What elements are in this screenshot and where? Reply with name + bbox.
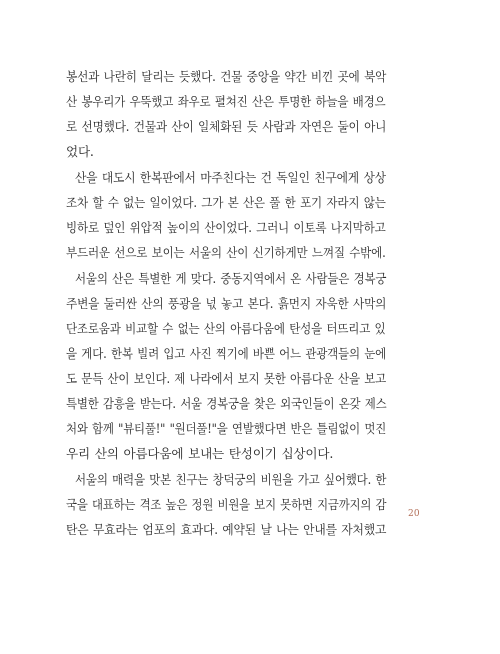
text-line: 처와 함께 "뷰티풀!" "원더풀!"을 연발했다면 반은 틀림없이 멋진 — [66, 421, 387, 436]
text-line: 을 게다. 한복 빌려 입고 사진 찍기에 바쁜 어느 관광객들의 눈에 — [66, 346, 387, 361]
text-line: 특별한 감흥을 받는다. 서울 경복궁을 찾은 외국인들이 온갖 제스 — [66, 396, 387, 411]
text-line: 봉선과 나란히 달리는 듯했다. 건물 중앙을 약간 비낀 곳에 북악 — [66, 69, 387, 84]
text-line: 산 봉우리가 우뚝했고 좌우로 펼쳐진 산은 투명한 하늘을 배경으 — [66, 94, 386, 109]
text-line: 탄은 무효라는 엄포의 효과다. 예약된 날 나는 안내를 자처했고 — [66, 522, 387, 537]
page-number: 20 — [408, 509, 420, 519]
text-line: 었다. — [66, 144, 94, 159]
paragraph-first-line: 산을 대도시 한복판에서 마주친다는 건 독일인 친구에게 상상 — [75, 170, 386, 185]
text-line: 국을 대표하는 격조 높은 정원 비원을 보지 못하면 지금까지의 감 — [66, 497, 387, 512]
text-line: 부드러운 선으로 보이는 서울의 산이 신기하게만 느껴질 수밖에. — [66, 245, 386, 260]
text-line: 우리 산의 아름다움에 보내는 탄성이기 십상이다. — [66, 446, 334, 461]
paragraph-first-line: 서울의 매력을 맛본 친구는 창덕궁의 비원을 가고 싶어했다. 한 — [75, 472, 387, 487]
text-line: 주변을 둘러싼 산의 풍광을 넋 놓고 본다. 흙먼지 자욱한 사막의 — [66, 296, 387, 311]
text-line: 조차 할 수 없는 일이었다. 그가 본 산은 풀 한 포기 자라지 않는 — [66, 195, 386, 210]
text-line: 단조로움과 비교할 수 없는 산의 아름다움에 탄성을 터뜨리고 있 — [66, 321, 386, 336]
paragraph-first-line: 서울의 산은 특별한 게 맞다. 중동지역에서 온 사람들은 경복궁 — [75, 271, 387, 286]
text-line: 빙하로 덮인 위압적 높이의 산이었다. 그러니 이토록 나지막하고 — [66, 220, 386, 235]
text-line: 로 선명했다. 건물과 산이 일체화된 듯 사람과 자연은 둘이 아니 — [66, 119, 387, 134]
text-line: 도 문득 산이 보인다. 제 나라에서 보지 못한 아름다운 산을 보고 — [66, 371, 387, 386]
